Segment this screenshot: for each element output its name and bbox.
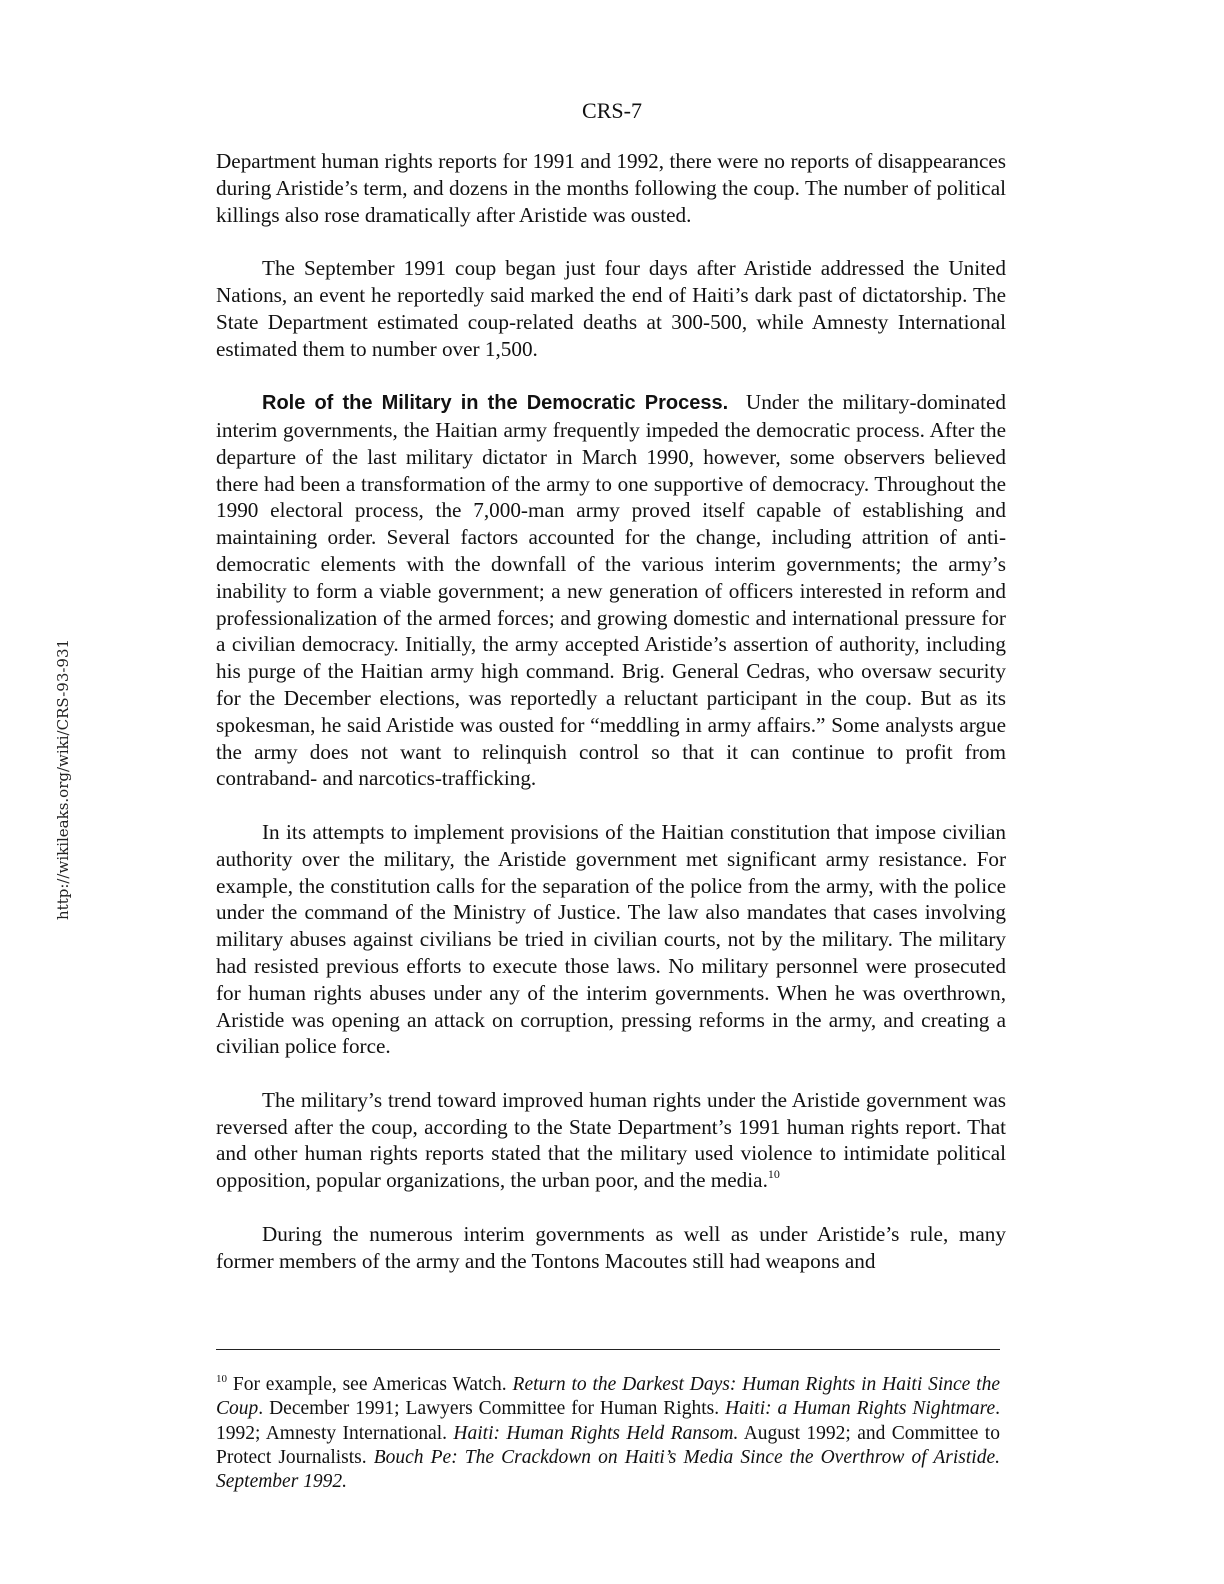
footnote-reference[interactable]: 10 <box>767 1167 780 1182</box>
page-header: CRS-7 <box>582 98 642 123</box>
body-text <box>216 148 1006 1301</box>
source-url-stamp: http://wikileaks.org/wiki/CRS-93-931 <box>54 638 72 920</box>
citation-title: Haiti: Human Rights Held Ransom. <box>453 1422 739 1444</box>
paragraph-text: The military’s trend toward improved human rights under the Aristide government was reversed after the coup, according to the State Department’s 1991 human rights report. That and other human rights reports stated that the military used violence to intimidate political opposition, popular organizations, the urban poor, and the media. <box>216 1087 1006 1193</box>
paragraph-human-rights-trend <box>216 1087 1006 1194</box>
citation-title: Return to the Darkest Days: Human Rights in Haiti Since the Coup <box>216 1374 1000 1420</box>
paragraph-continued: Department human rights reports for 1991 and 1992, there were no reports of disappearances during Aristide’s term, and dozens in the months following the coup. The number of political killings also rose dramatically after Aristide was ousted. <box>216 149 1006 227</box>
section-heading: Role of the Military in the Democratic Process. <box>262 392 729 415</box>
paragraph-text: Under the military-dominated interim governments, the Haitian army frequently impeded the democratic process. After the departure of the last military dictator in March 1990, however, some observers believed there had been a transformation of the army to one supportive of democracy. Throughout the 1990 electoral process, the 7,000-man army proved itself capable of establishing and maintaining order. Several factors accounted for the change, including attrition of anti-democratic elements with the downfall of the various interim governments; the army’s inability to form a viable government; a new generation of officers interested in reform and professionalization of the armed forces; and growing domestic and international pressure for a civilian democracy. Initially, the army accepted Aristide’s assertion of authority, including his purge of the Haitian army high command. Brig. General Cedras, who oversaw security for the December elections, was reportedly a reluctant participant in the coup. But as its spokesman, he said Aristide was ousted for “meddling in army affairs.” Some analysts argue the army does not want to relinquish control so that it can continue to profit from contraband- and narcotics-trafficking. <box>216 390 1007 791</box>
footnote-segment: For example, see Americas Watch. <box>232 1374 513 1395</box>
paragraph-military-role <box>216 389 1006 792</box>
paragraph-coup: The September 1991 coup began just four days after Aristide addressed the United Nations, an event he reportedly said marked the end of Haiti’s dark past of dictatorship. The State Department estimated coup-related deaths at 300-500, while Amnesty International estimated them to number over 1,500. <box>216 256 1006 361</box>
paragraph-civilian-authority: In its attempts to implement provisions of the Haitian constitution that impose civilian authority over the military, the Aristide government met significant army resistance. For example, the constitution calls for the separation of the police from the army, with the police under the command of the Ministry of Justice. The law also mandates that cases involving military abuses against civilians be tried in civilian courts, not by the military. The military had resisted previous efforts to execute those laws. No military personnel were prosecuted for human rights abuses under any of the interim governments. When he was overthrown, Aristide was opening an attack on corruption, pressing reforms in the army, and creating a civilian police force. <box>216 819 1006 1059</box>
footnote-number: 10 <box>216 1373 227 1385</box>
footnote-text <box>216 1374 1000 1492</box>
footnote-segment: August 1992; and Committee to Protect Journalists. <box>216 1422 1000 1468</box>
footnote-segment: . 1992; Amnesty International. <box>216 1398 1000 1444</box>
footnote-divider <box>216 1349 1000 1350</box>
footnote-segment: . December 1991; Lawyers Committee for Human Rights. <box>258 1398 726 1420</box>
paragraph-interim-governments: During the numerous interim governments as well as under Aristide’s rule, many former members of the army and the Tontons Macoutes still had weapons and <box>216 1221 1006 1273</box>
citation-title: Bouch Pe: The Crackdown on Haiti’s Media Since the Overthrow of Aristide. September 1992. <box>216 1446 1000 1493</box>
footnote-10 <box>216 1373 1000 1494</box>
citation-title: Haiti: a Human Rights Nightmare <box>725 1398 996 1420</box>
